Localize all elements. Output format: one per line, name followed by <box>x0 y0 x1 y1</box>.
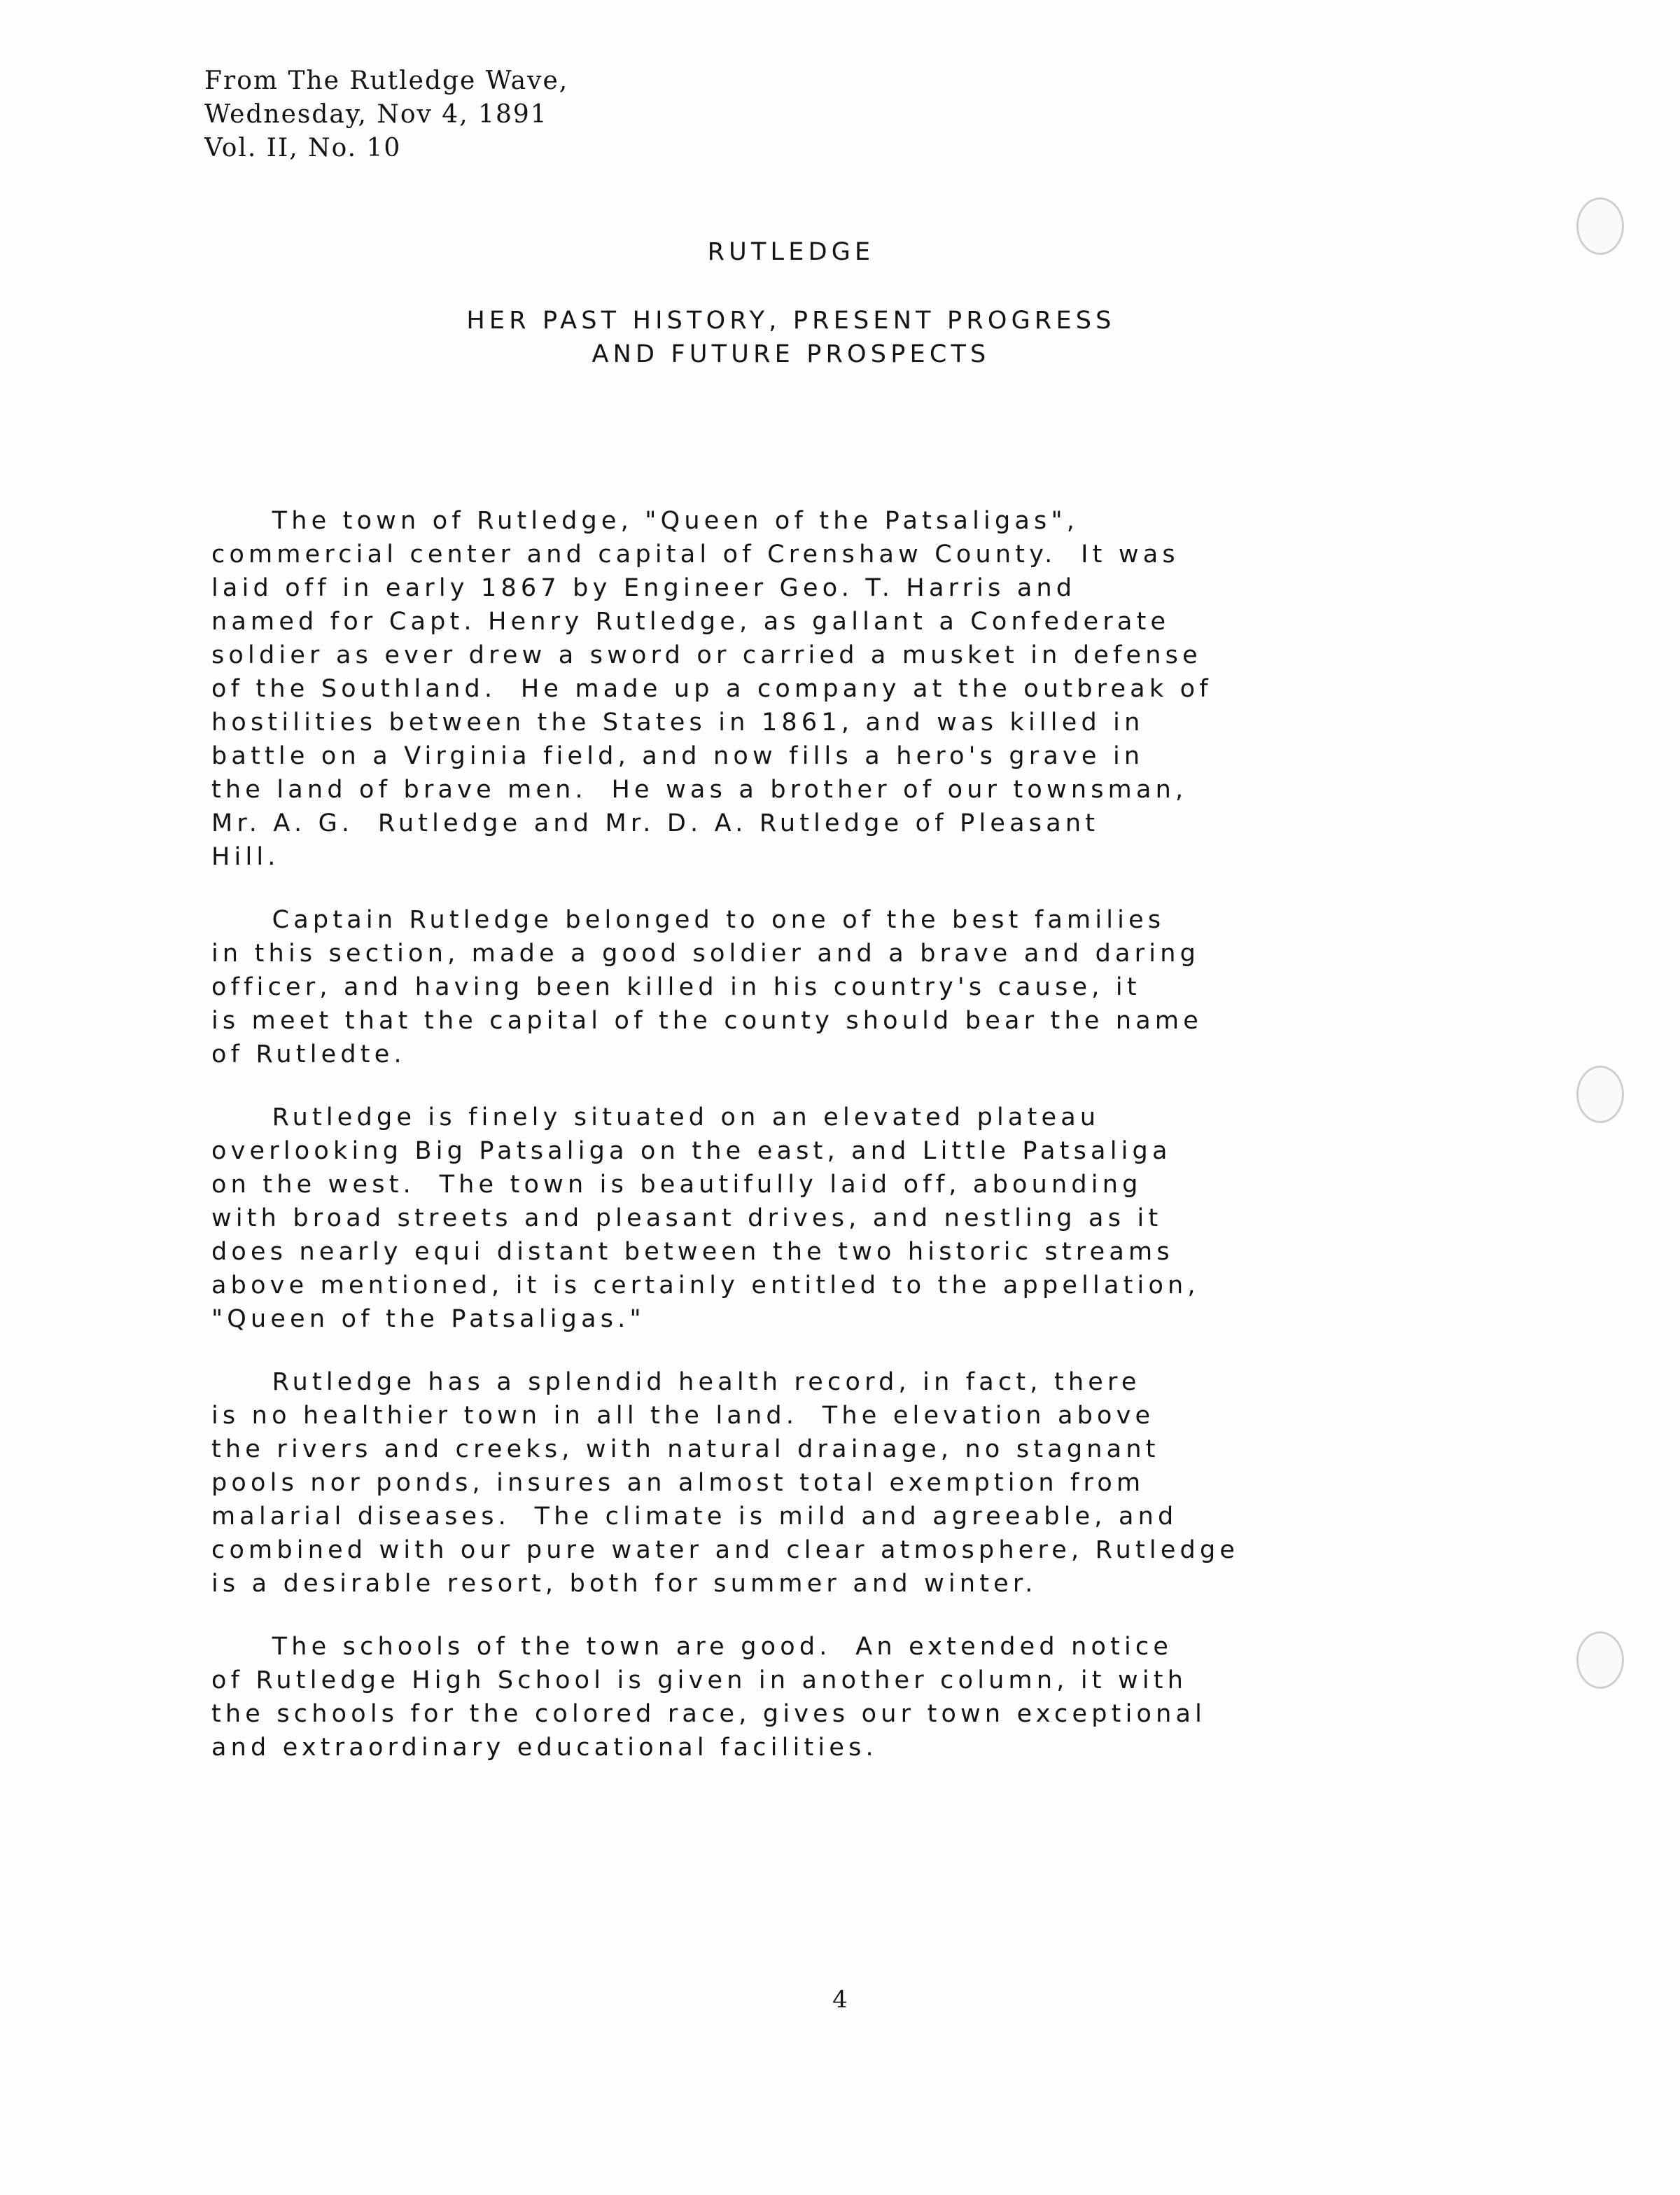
paragraph-location <box>211 1101 1436 1336</box>
text-line: of Rutledte. <box>211 1040 406 1068</box>
text-line: overlooking Big Patsaliga on the east, and Little Patsaliga <box>211 1137 1172 1165</box>
text-line: combined with our pure water and clear atmosphere, Rutledge <box>211 1536 1240 1564</box>
text-line: officer, and having been killed in his country's cause, it <box>211 973 1141 1001</box>
text-line: commercial center and capital of Crenshaw County. It was <box>211 541 1180 569</box>
text-line: "Queen of the Patsaligas." <box>211 1305 645 1333</box>
text-line: is no healthier town in all the land. The elevation above <box>211 1402 1155 1430</box>
text-line: the schools for the colored race, gives our town exceptional <box>211 1700 1207 1728</box>
paragraph-schools <box>211 1630 1436 1764</box>
article-title: RUTLEDGE <box>707 238 875 266</box>
punch-hole-top <box>1576 197 1624 255</box>
paragraph-health <box>211 1365 1436 1601</box>
text-line: Rutledge is finely situated on an elevated plateau <box>211 1103 1100 1131</box>
paragraph-captain <box>211 903 1436 1071</box>
text-line: is meet that the capital of the county should bear the name <box>211 1007 1203 1035</box>
text-line: Rutledge has a splendid health record, in fact, there <box>211 1368 1141 1396</box>
text-line: malarial diseases. The climate is mild and agreeable, and <box>211 1503 1178 1531</box>
punch-hole-middle <box>1576 1066 1624 1123</box>
text-line: Mr. A. G. Rutledge and Mr. D. A. Rutledge of Pleasant <box>211 809 1100 837</box>
text-line: soldier as ever drew a sword or carried a musket in defense <box>211 641 1202 669</box>
text-line: above mentioned, it is certainly entitled to the appellation, <box>211 1271 1200 1299</box>
article-body <box>211 504 1436 1764</box>
source-line-date: Wednesday, Nov 4, 1891 <box>204 100 548 129</box>
text-line: is a desirable resort, both for summer and winter. <box>211 1570 1037 1598</box>
text-line: laid off in early 1867 by Engineer Geo. T. Harris and <box>211 574 1077 602</box>
punch-hole-bottom <box>1576 1631 1624 1689</box>
text-line: does nearly equi distant between the two historic streams <box>211 1238 1174 1266</box>
text-line: the rivers and creeks, with natural drainage, no stagnant <box>211 1435 1160 1463</box>
text-line: on the west. The town is beautifully laid off, abounding <box>211 1171 1142 1199</box>
text-line: with broad streets and pleasant drives, and nestling as it <box>211 1204 1163 1232</box>
text-line: hostilities between the States in 1861, and was killed in <box>211 709 1144 737</box>
text-line: battle on a Virginia field, and now fills a hero's grave in <box>211 742 1144 770</box>
text-line: Captain Rutledge belonged to one of the best families <box>211 906 1166 934</box>
source-line-volume: Vol. II, No. 10 <box>204 134 402 162</box>
article-subtitle-line-1: HER PAST HISTORY, PRESENT PROGRESS <box>466 307 1116 335</box>
article-subtitle-line-2: AND FUTURE PROSPECTS <box>592 340 990 368</box>
text-line: the land of brave men. He was a brother of our townsman, <box>211 776 1188 804</box>
text-line: and extraordinary educational facilities. <box>211 1734 878 1762</box>
text-line: The town of Rutledge, "Queen of the Patsaligas", <box>211 507 1079 535</box>
text-line: of the Southland. He made up a company at the outbreak of <box>211 675 1212 703</box>
text-line: named for Capt. Henry Rutledge, as gallant a Confederate <box>211 608 1170 636</box>
text-line: pools nor ponds, insures an almost total exemption from <box>211 1469 1145 1497</box>
source-citation <box>204 64 568 165</box>
text-line: Hill. <box>211 843 280 871</box>
text-line: of Rutledge High School is given in another column, it with <box>211 1666 1188 1694</box>
text-line: The schools of the town are good. An extended notice <box>211 1633 1173 1661</box>
paragraph-naming <box>211 504 1436 874</box>
page-number: 4 <box>832 1986 848 2014</box>
source-line-publication: From The Rutledge Wave, <box>204 67 569 95</box>
text-line: in this section, made a good soldier and a brave and daring <box>211 940 1200 968</box>
